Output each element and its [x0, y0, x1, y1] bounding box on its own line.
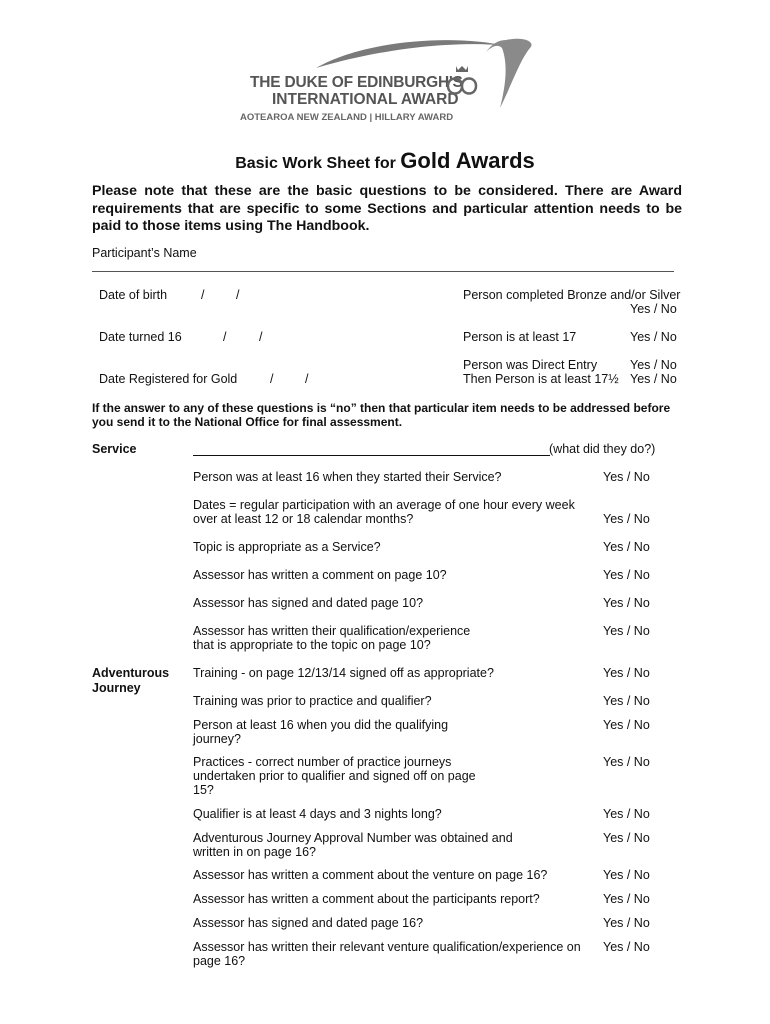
- adventurous-yes-no[interactable]: Yes / No: [603, 718, 650, 732]
- service-question: Assessor has written their qualification/experience that is appropriate to the topic on page 10?: [193, 624, 471, 652]
- service-yes-no[interactable]: Yes / No: [603, 470, 650, 484]
- crown-knot-icon: [442, 64, 482, 98]
- atleast17-yes-no[interactable]: Yes / No: [630, 330, 677, 344]
- direct-entry-label: Person was Direct Entry: [463, 358, 598, 372]
- intro-note: Please note that these are the basic questions to be considered. There are Award requirements that are specific to some Sections and particular attention needs to be paid to those items using The Handbook.: [92, 183, 682, 234]
- atleast17-label: Person is at least 17: [463, 330, 577, 344]
- adventurous-question: Training was prior to practice and qualifier?: [193, 694, 432, 708]
- logo-line1: THE DUKE OF EDINBURGH'S: [250, 74, 463, 91]
- participant-name-line: [92, 271, 674, 272]
- adventurous-yes-no[interactable]: Yes / No: [603, 892, 650, 906]
- adventurous-yes-no[interactable]: Yes / No: [603, 666, 650, 680]
- turned16-slash2: /: [259, 330, 263, 344]
- bronze-silver-yes-no[interactable]: Yes / No: [630, 302, 677, 316]
- award-logo: [240, 34, 544, 124]
- turned16-label: Date turned 16: [99, 330, 182, 344]
- adventurous-yes-no[interactable]: Yes / No: [603, 940, 650, 954]
- adventurous-question: Qualifier is at least 4 days and 3 nights long?: [193, 807, 442, 821]
- service-question: Dates = regular participation with an average of one hour every week over at least 12 or 18 calendar months?: [193, 498, 575, 526]
- adventurous-yes-no[interactable]: Yes / No: [603, 916, 650, 930]
- turned16-slash1: /: [223, 330, 227, 344]
- adventurous-yes-no[interactable]: Yes / No: [603, 694, 650, 708]
- adventurous-question: Training - on page 12/13/14 signed off as appropriate?: [193, 666, 494, 680]
- service-yes-no[interactable]: Yes / No: [603, 596, 650, 610]
- participant-name-label: Participant’s Name: [92, 246, 197, 260]
- adventurous-label-line1: Adventurous: [92, 666, 170, 680]
- adventurous-question: Assessor has written a comment about the participants report?: [193, 892, 540, 906]
- adventurous-yes-no[interactable]: Yes / No: [603, 831, 650, 845]
- service-question: Assessor has signed and dated page 10?: [193, 596, 424, 610]
- adventurous-question: Assessor has signed and dated page 16?: [193, 916, 424, 930]
- service-question: Topic is appropriate as a Service?: [193, 540, 381, 554]
- adventurous-question: Adventurous Journey Approval Number was obtained and written in on page 16?: [193, 831, 513, 859]
- then-17half-label: Then Person is at least 17½: [463, 372, 619, 386]
- title-part2: Gold Awards: [400, 148, 535, 173]
- dob-slash2: /: [236, 288, 240, 302]
- service-question: Assessor has written a comment on page 10?: [193, 568, 447, 582]
- logo-line3: AOTEAROA NEW ZEALAND | HILLARY AWARD: [240, 112, 454, 123]
- service-question: Person was at least 16 when they started their Service?: [193, 470, 502, 484]
- adventurous-question: Practices - correct number of practice journeys undertaken prior to qualifier and signed off on page 15?: [193, 755, 476, 797]
- adventurous-question: Person at least 16 when you did the qualifying journey?: [193, 718, 449, 746]
- registered-slash2: /: [305, 372, 309, 386]
- adventurous-label-line2: Journey: [92, 681, 141, 695]
- registered-label: Date Registered for Gold: [99, 372, 238, 386]
- dob-label: Date of birth: [99, 288, 168, 302]
- adventurous-yes-no[interactable]: Yes / No: [603, 868, 650, 882]
- service-answer-line[interactable]: [193, 455, 550, 456]
- title-part1: Basic Work Sheet for: [235, 155, 401, 172]
- assessment-note: If the answer to any of these questions is “no” then that particular item needs to be addressed before you send it to the National Office for final assessment.: [92, 401, 671, 429]
- logo-line2: INTERNATIONAL AWARD: [272, 91, 459, 108]
- service-yes-no[interactable]: Yes / No: [603, 540, 650, 554]
- dob-slash1: /: [201, 288, 205, 302]
- bronze-silver-label: Person completed Bronze and/or Silver: [463, 288, 681, 302]
- service-what-did: (what did they do?): [549, 442, 656, 456]
- service-yes-no[interactable]: Yes / No: [603, 512, 650, 526]
- direct-entry-yes-no[interactable]: Yes / No: [630, 358, 677, 372]
- service-yes-no[interactable]: Yes / No: [603, 624, 650, 638]
- adventurous-question: Assessor has written a comment about the venture on page 16?: [193, 868, 548, 882]
- adventurous-question: Assessor has written their relevant venture qualification/experience on page 16?: [193, 940, 581, 968]
- registered-slash1: /: [270, 372, 274, 386]
- then-17half-yes-no[interactable]: Yes / No: [630, 372, 677, 386]
- page-title: [0, 148, 770, 174]
- service-yes-no[interactable]: Yes / No: [603, 568, 650, 582]
- adventurous-yes-no[interactable]: Yes / No: [603, 755, 650, 769]
- adventurous-yes-no[interactable]: Yes / No: [603, 807, 650, 821]
- service-label: Service: [92, 442, 137, 456]
